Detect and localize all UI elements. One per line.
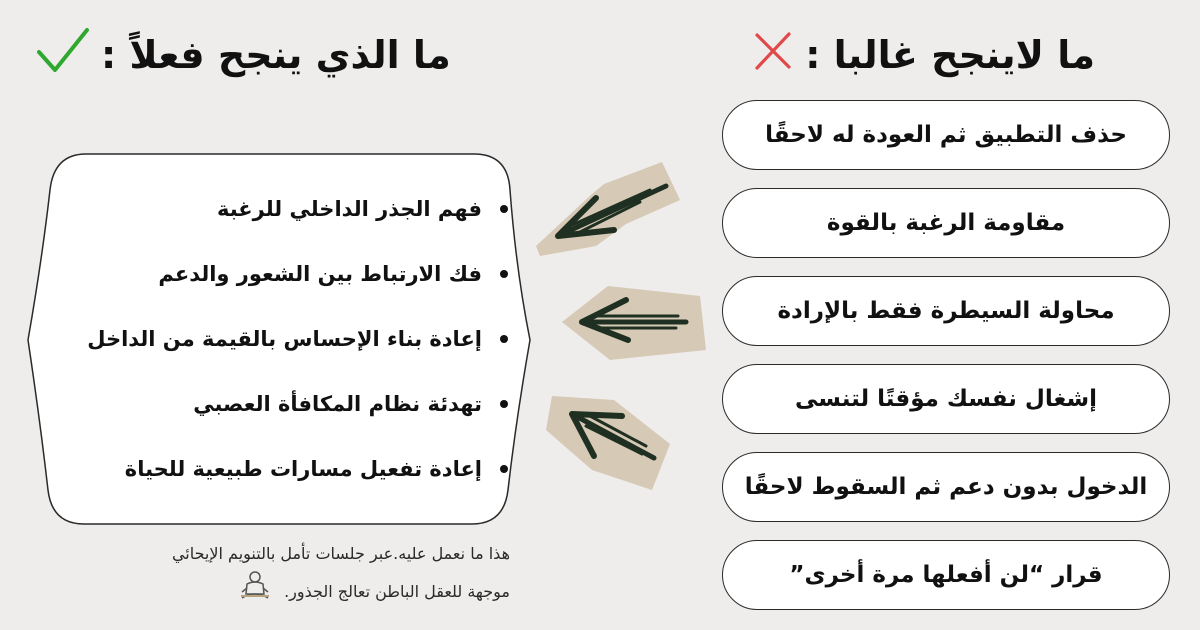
not-working-item: حذف التطبيق ثم العودة له لاحقًا bbox=[722, 100, 1170, 170]
not-working-item: مقاومة الرغبة بالقوة bbox=[722, 188, 1170, 258]
not-working-title: ما لاينجح غالبا : bbox=[805, 33, 1095, 77]
cross-icon bbox=[751, 29, 795, 82]
not-working-item: الدخول بدون دعم ثم السقوط لاحقًا bbox=[722, 452, 1170, 522]
arrow-icon bbox=[530, 160, 690, 260]
checkmark-icon bbox=[35, 26, 91, 85]
not-working-heading bbox=[751, 20, 1095, 90]
footer-note bbox=[55, 538, 510, 613]
working-list bbox=[30, 176, 508, 501]
footer-line-2: موجهة للعقل الباطن تعالج الجذور. bbox=[284, 581, 510, 601]
not-working-item: محاولة السيطرة فقط بالإرادة bbox=[722, 276, 1170, 346]
working-heading bbox=[35, 20, 451, 90]
bullet bbox=[500, 335, 508, 343]
bullet bbox=[500, 400, 508, 408]
footer-line-2-row bbox=[55, 570, 510, 613]
working-title: ما الذي ينجح فعلاً : bbox=[101, 33, 451, 77]
bullet bbox=[500, 465, 508, 473]
arrow-icon bbox=[558, 278, 708, 368]
arrow-icon bbox=[542, 392, 674, 494]
list-item: إعادة بناء الإحساس بالقيمة من الداخل bbox=[30, 306, 508, 371]
bullet bbox=[500, 270, 508, 278]
footer-line-1: هذا ما نعمل عليه.عبر جلسات تأمل بالتنويم الإيحائي bbox=[171, 544, 510, 563]
bullet bbox=[500, 205, 508, 213]
not-working-item: قرار “لن أفعلها مرة أخرى” bbox=[722, 540, 1170, 610]
list-item: فك الارتباط بين الشعور والدعم bbox=[30, 241, 508, 306]
list-item: فهم الجذر الداخلي للرغبة bbox=[30, 176, 508, 241]
not-working-item: إشغال نفسك مؤقتًا لتنسى bbox=[722, 364, 1170, 434]
list-item: تهدئة نظام المكافأة العصبي bbox=[30, 371, 508, 436]
list-item: إعادة تفعيل مسارات طبيعية للحياة bbox=[30, 436, 508, 501]
meditation-icon bbox=[238, 570, 272, 613]
